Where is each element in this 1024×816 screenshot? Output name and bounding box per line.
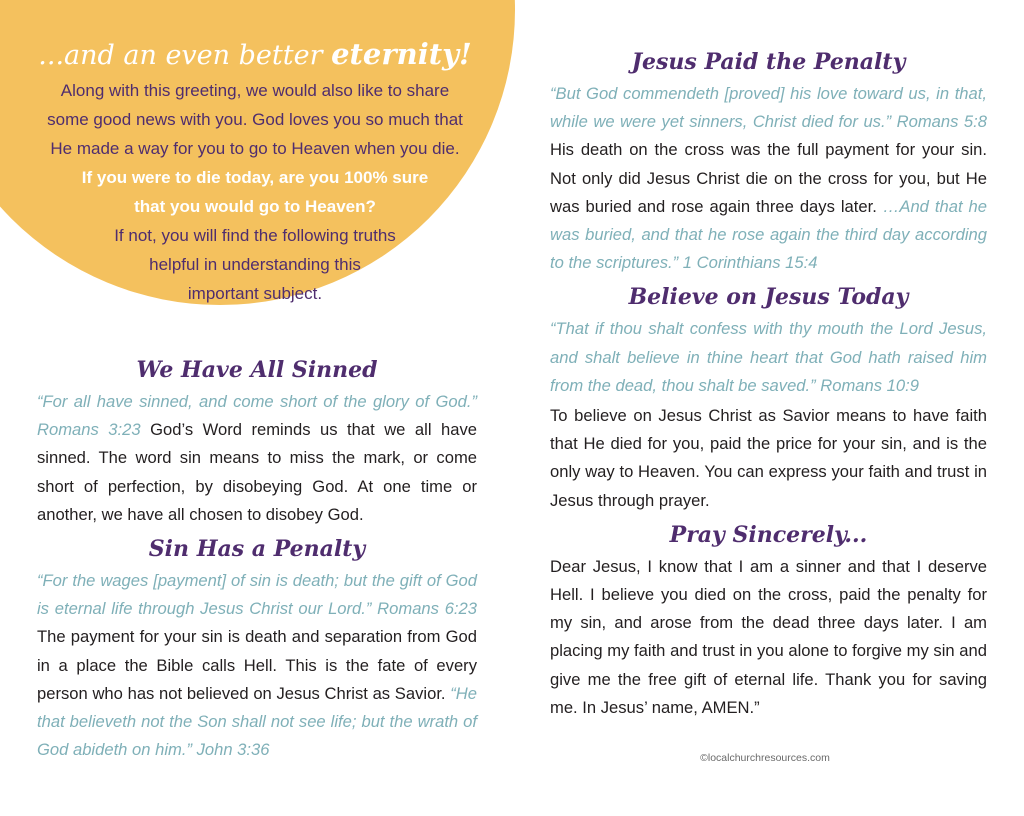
paragraph-penalty (37, 567, 477, 764)
intro-line-2: some good news with you. God loves you so much that (47, 110, 463, 129)
body-prayer: Dear Jesus, I know that I am a sinner and that I deserve Hell. I believe you died on the cross, paid the penalty for my sin, and arose from the dead three days later. I am placing my faith and trust in you alone to forgive my sin and give me the free gift of eternal life. Thank you for saving me. In Jesus’ name, AMEN.” (550, 556, 987, 717)
tagline-bold: eternity! (331, 37, 472, 71)
verse-romans-6-23: “For the wages [payment] of sin is death; but the gift of God is eternal life through Jesus Christ our Lord.” Romans 6:23 (37, 571, 477, 619)
intro-line-4: If not, you will find the following truths (114, 226, 396, 245)
paragraph-sinned (37, 388, 477, 529)
heading-believe-on-jesus-today: Believe on Jesus Today (628, 284, 909, 311)
left-column (37, 352, 477, 766)
copyright-notice: ©localchurchresources.com (700, 752, 830, 764)
intro-question-2: that you would go to Heaven? (134, 197, 376, 216)
tagline-start: ...and an even better (38, 40, 332, 71)
body-believe: To believe on Jesus Christ as Savior means to have faith that He died for you, paid the price for your sin, and is the only way to Heaven. You can express your faith and trust in Jesus through prayer. (550, 406, 987, 510)
intro-line-5: helpful in understanding this (149, 255, 361, 274)
intro-line-6: important subject. (187, 284, 323, 303)
body-penalty: The payment for your sin is death and separation from God in a place the Bible calls Hell. This is the fate of every person who has not believed on Jesus Christ as Savior. (37, 627, 477, 703)
intro-question-1: If you were to die today, are you 100% sure (81, 168, 429, 187)
intro-line-3: He made a way for you to go to Heaven when you die. (50, 139, 460, 158)
paragraph-paid (550, 80, 987, 277)
verse-romans-10-9: “That if thou shalt confess with thy mouth the Lord Jesus, and shalt believe in thine heart that God hath raised him from the dead, thou shalt be saved.” Romans 10:9 (550, 319, 987, 395)
right-column (550, 44, 987, 724)
verse-john-3-36: “He that believeth not the Son shall not see life; but the wrath of God abideth on him.” John 3:36 (37, 683, 477, 760)
heading-pray-sincerely: Pray Sincerely... (669, 521, 868, 548)
tagline (20, 34, 490, 76)
intro-block (20, 34, 490, 308)
heading-sin-has-a-penalty: Sin Has a Penalty (148, 536, 366, 563)
heading-jesus-paid-the-penalty: Jesus Paid the Penalty (631, 49, 906, 75)
body-sinned: God’s Word reminds us that we all have sinned. The word sin means to miss the mark, or come short of perfection, by disobeying God. At one time or another, we have all chosen to disobey God. (37, 420, 477, 524)
heading-we-have-all-sinned: We Have All Sinned (136, 357, 378, 383)
verse-1-corinthians-15-4: …And that he was buried, and that he rose again the third day according to the scriptures.” 1 Corinthians 15:4 (550, 196, 987, 273)
body-paid: His death on the cross was the full payment for your sin. Not only did Jesus Christ die on the cross for you, but He was buried and rose again three days later. (550, 140, 987, 216)
verse-romans-5-8: “But God commendeth [proved] his love toward us, in that, while we were yet sinners, Christ died for us.” Romans 5:8 (550, 84, 987, 132)
intro-line-1: Along with this greeting, we would also like to share (60, 81, 450, 100)
verse-romans-3-23: “For all have sinned, and come short of the glory of God.” Romans 3:23 (37, 392, 477, 440)
